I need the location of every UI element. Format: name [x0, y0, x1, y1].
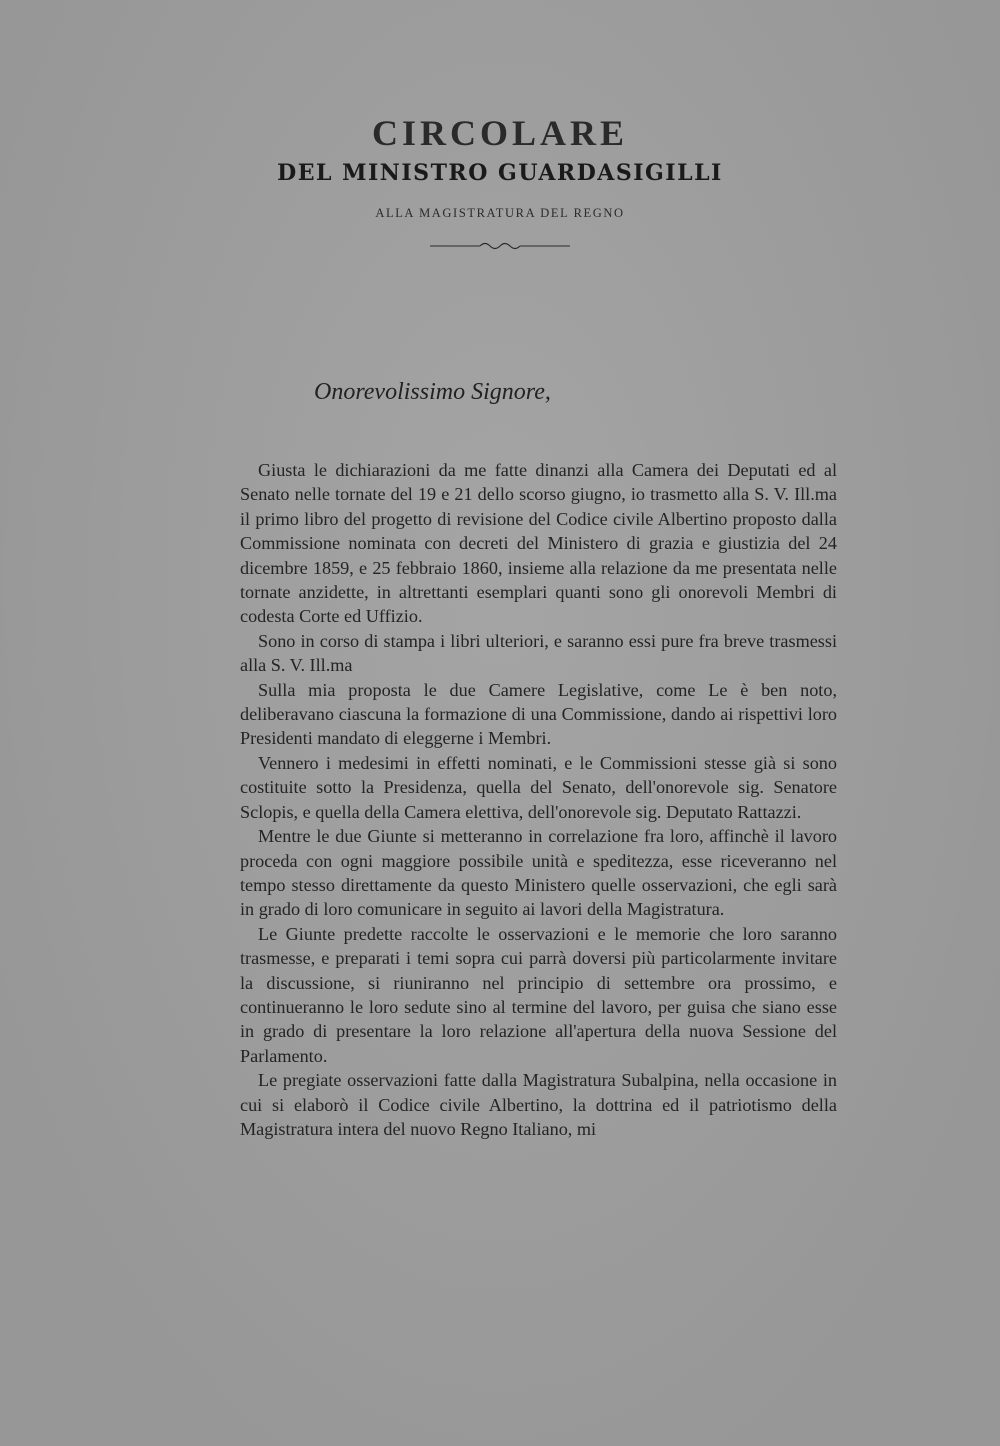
document-addressee: ALLA MAGISTRATURA DEL REGNO: [375, 206, 625, 220]
flourish-icon: [430, 240, 570, 252]
ornament-divider-icon: [0, 240, 1000, 256]
salutation: Onorevolissimo Signore,: [314, 379, 551, 405]
paragraph: Sono in corso di stampa i libri ulteriori, e saranno essi pure fra breve trasmessi alla S. V. Ill.ma: [240, 630, 837, 676]
document-title: CIRCOLARE: [371, 113, 629, 153]
paragraph: Giusta le dichiarazioni da me fatte dinanzi alla Camera dei Deputati ed al Senato nelle tornate del 19 e 21 dello scorso giugno, io trasmetto alla S. V. Ill.ma il primo libro del progetto di revisione del Codice civile Albertino proposto dalla Commissione nominata con decreti del Ministero di grazia e giustizia del 24 dicembre 1859, e 25 febbraio 1860, insieme alla relazione da me presentata nelle tornate anzidette, in altrettanti esemplari quanti sono gli onorevoli Membri di codesta Corte ed Uffizio.: [240, 460, 837, 627]
paragraph: Sulla mia proposta le due Camere Legislative, come Le è ben noto, deliberavano ciascuna la formazione di una Commissione, dando ai rispettivi loro Presidenti mandato di eleggerne i Membri.: [240, 679, 837, 749]
document-body: [240, 458, 837, 1141]
paragraph: Vennero i medesimi in effetti nominati, e le Commissioni stesse già si sono costituite sotto la Presidenza, quella del Senato, dell'onorevole sig. Senatore Sclopis, e quella della Camera elettiva, dell'onorevole sig. Deputato Rattazzi.: [240, 752, 837, 822]
paragraph: Le Giunte predette raccolte le osservazioni e le memorie che loro saranno trasmesse, e preparati i temi sopra cui parrà doversi più particolarmente invitare la discussione, si riuniranno nel principio di settembre ora prossimo, e continueranno le loro sedute sino al termine del lavoro, per guisa che siano esse in grado di presentare la loro relazione all'apertura della nuova Sessione del Parlamento.: [240, 923, 837, 1066]
paragraph: Le pregiate osservazioni fatte dalla Magistratura Subalpina, nella occasione in cui si elaborò il Codice civile Albertino, la dottrina ed il patriotismo della Magistratura intera del nuovo Regno Italiano, mi: [240, 1070, 837, 1139]
paragraph: Mentre le due Giunte si metteranno in correlazione fra loro, affinchè il lavoro proceda con ogni maggiore possibile unità e speditezza, esse riceveranno nel tempo stesso direttamente da questo Ministero quelle osservazioni, che egli sarà in grado di loro comunicare in seguito ai lavori della Magistratura.: [240, 826, 837, 920]
document-subtitle: DEL MINISTRO GUARDASIGILLI: [277, 160, 723, 186]
